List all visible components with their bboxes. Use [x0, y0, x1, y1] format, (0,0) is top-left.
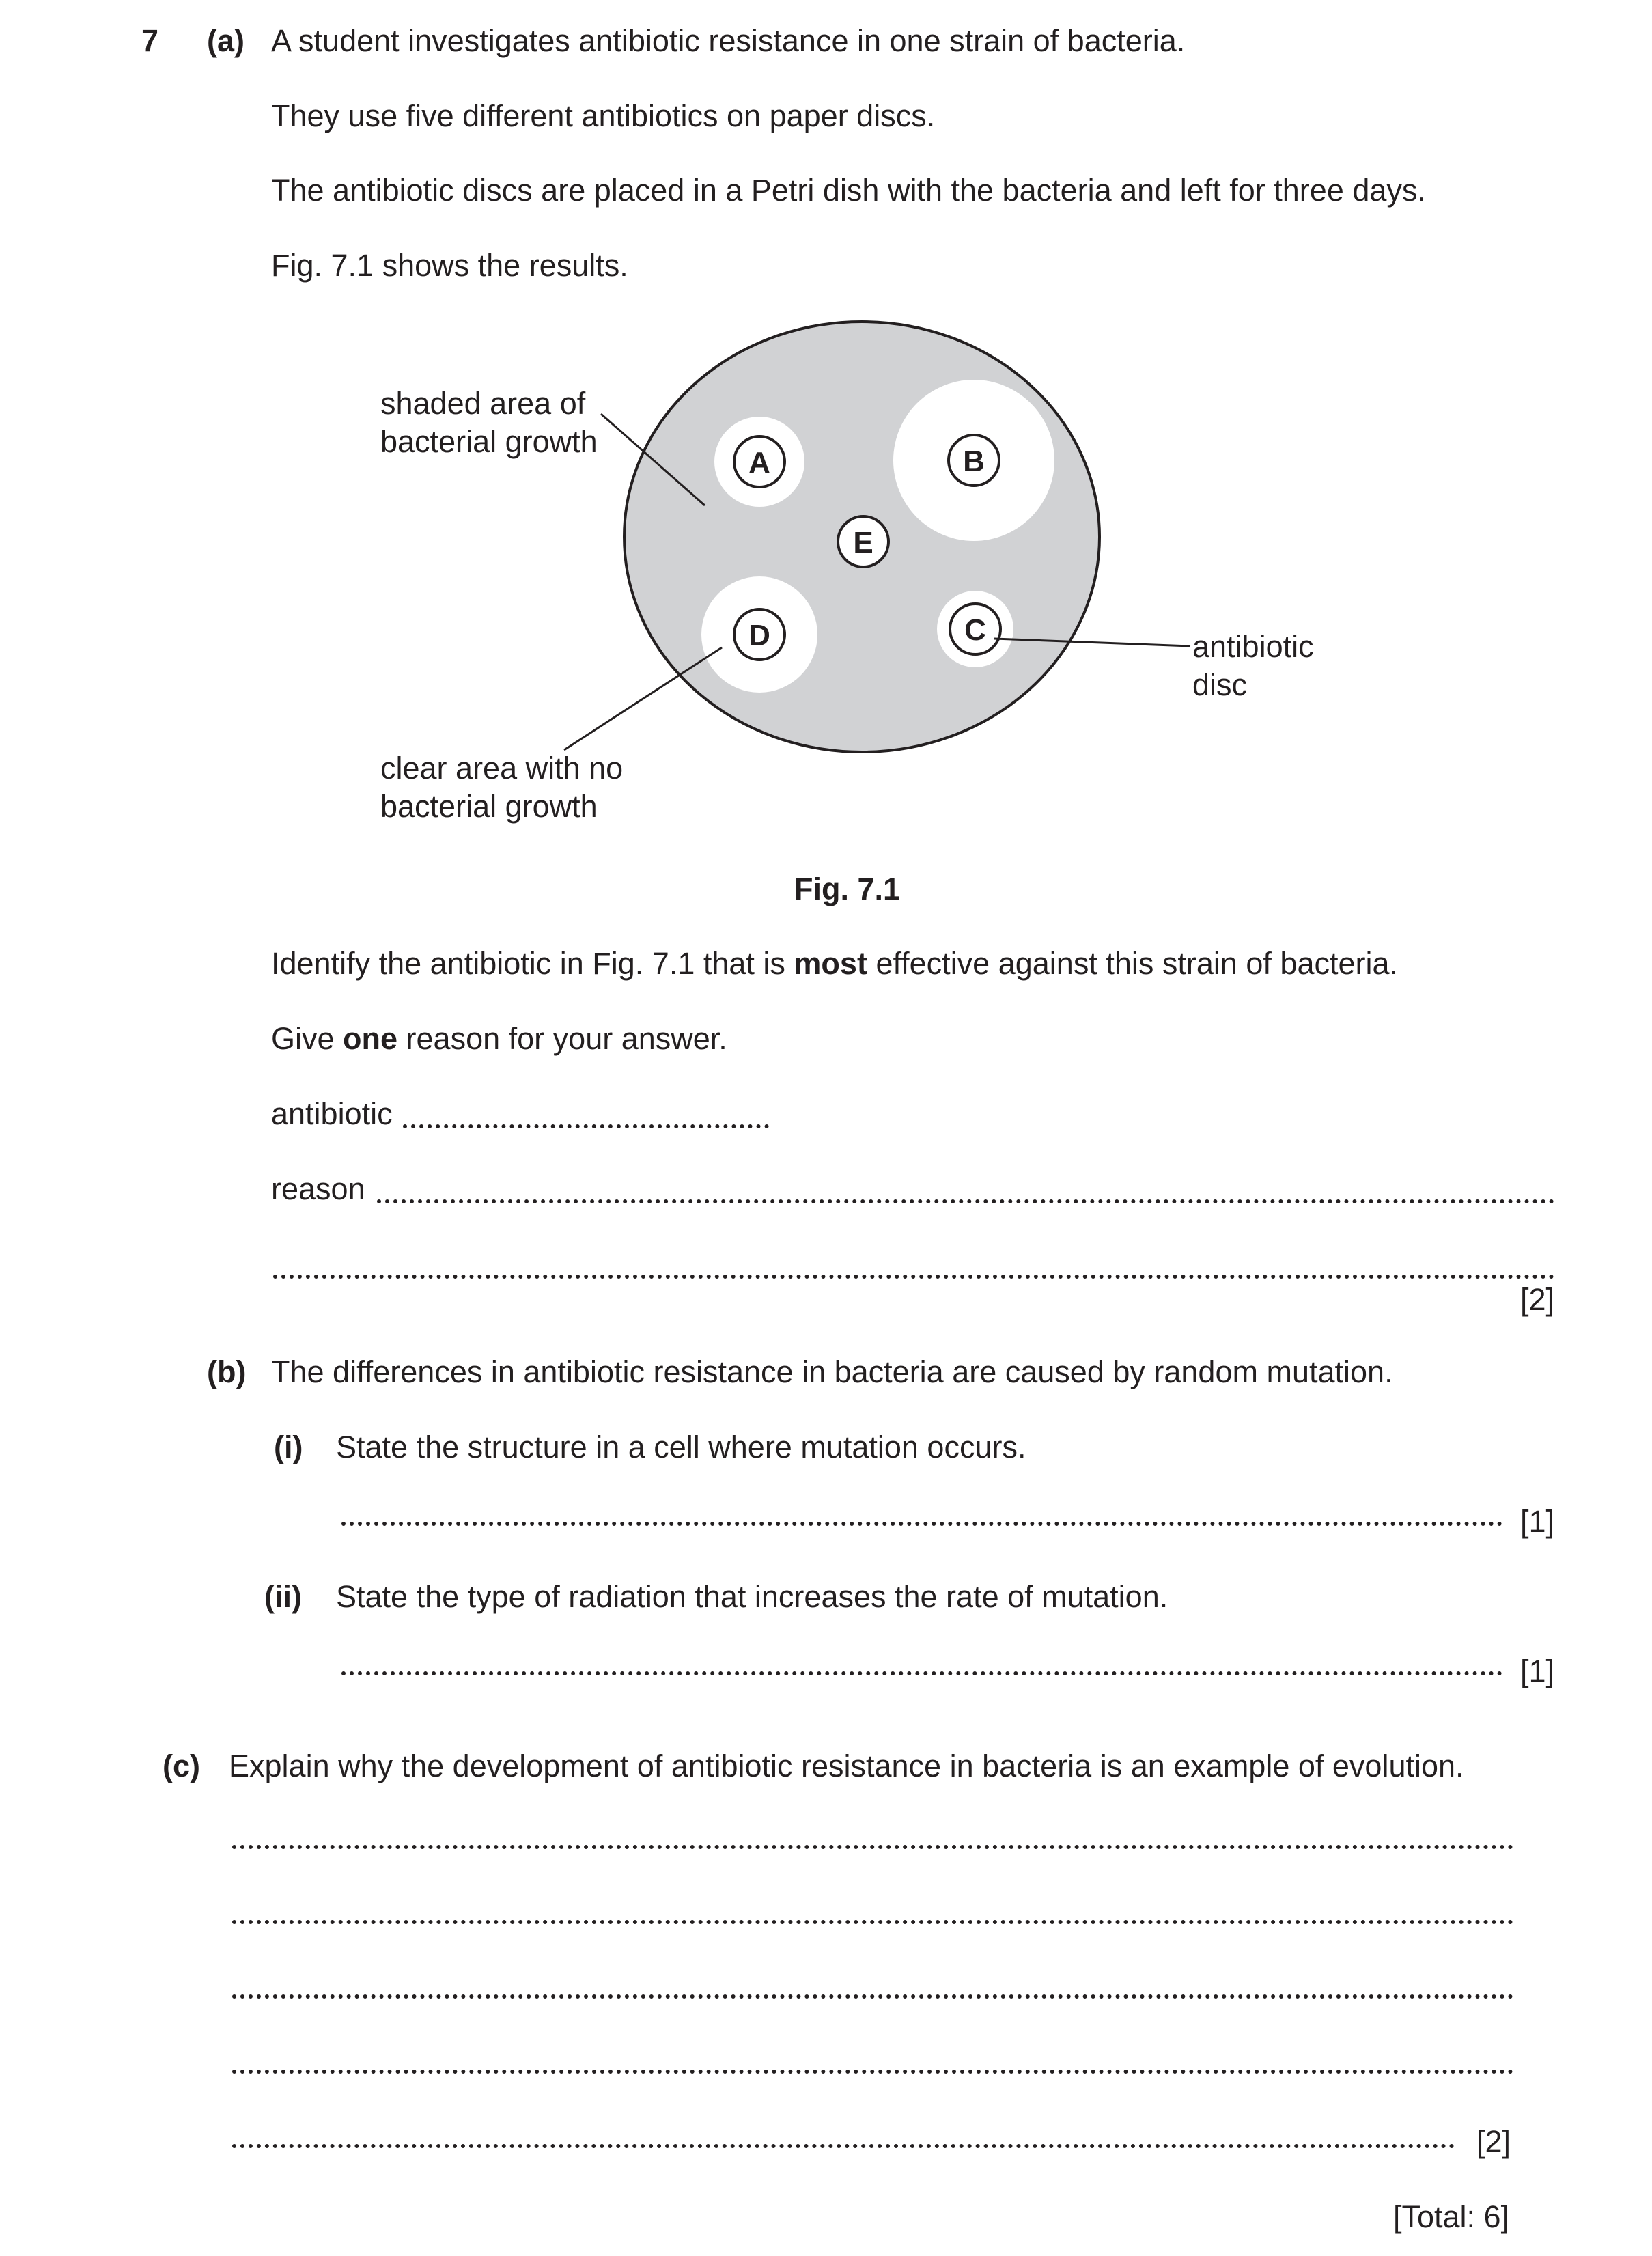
total-marks: [Total: 6]: [1393, 2199, 1510, 2234]
reason-label: reason: [271, 1171, 365, 1206]
part-b-ii-answer-line[interactable]: [341, 1667, 1502, 1675]
part-c-text: Explain why the development of antibiotic resistance in bacteria is an example of evolution.: [229, 1749, 1464, 1783]
part-a-line-1: A student investigates antibiotic resistance in one strain of bacteria.: [271, 23, 1186, 58]
label-disc-line-1: antibiotic: [1192, 629, 1314, 664]
part-b-i-answer-line[interactable]: [341, 1518, 1502, 1526]
part-b-i-marks: [1]: [1520, 1504, 1555, 1539]
identify-prompt: Identify the antibiotic in Fig. 7.1 that is most effective against this strain of bacteria.: [271, 946, 1399, 981]
disc-e-label: E: [853, 526, 873, 559]
label-disc-line-2: disc: [1192, 667, 1248, 702]
label-shaded-line-1: shaded area of: [380, 386, 586, 421]
figure-7-1: [0, 0, 1652, 854]
part-b-text: The differences in antibiotic resistance in bacteria are caused by random mutation.: [271, 1354, 1393, 1389]
part-a-line-3: The antibiotic discs are placed in a Petri dish with the bacteria and left for three days.: [271, 173, 1426, 208]
disc-d-label: D: [748, 619, 770, 652]
disc-b-label: B: [963, 445, 985, 478]
part-a-marks: [2]: [1520, 1282, 1555, 1317]
antibiotic-answer-line[interactable]: [403, 1120, 769, 1128]
part-c-answer-line-3[interactable]: [232, 1990, 1513, 1999]
disc-c-label: C: [964, 613, 986, 647]
label-shaded-line-2: bacterial growth: [380, 424, 598, 459]
question-number: 7: [141, 23, 159, 58]
part-c-answer-line-1[interactable]: [232, 1841, 1513, 1849]
disc-c: [950, 604, 1000, 654]
give-prompt: Give one reason for your answer.: [271, 1021, 727, 1056]
disc-b: [949, 435, 999, 486]
part-b-i-text: State the structure in a cell where mutation occurs.: [336, 1430, 1026, 1464]
disc-a-label: A: [748, 446, 770, 479]
figure-caption: Fig. 7.1: [794, 872, 901, 906]
antibiotic-label: antibiotic: [271, 1096, 393, 1131]
part-c-answer-line-2[interactable]: [232, 1916, 1513, 1924]
part-a-label: (a): [207, 23, 244, 58]
leader-clear: [564, 647, 722, 750]
label-clear-line-2: bacterial growth: [380, 789, 598, 824]
part-c-label: (c): [163, 1749, 200, 1783]
disc-d: [734, 609, 785, 660]
reason-answer-line-1[interactable]: [377, 1195, 1554, 1203]
part-c-marks: [2]: [1476, 2124, 1511, 2159]
part-b-label: (b): [207, 1354, 247, 1389]
part-a-line-2: They use five different antibiotics on paper discs.: [271, 98, 936, 133]
part-c-answer-line-4[interactable]: [232, 2065, 1513, 2074]
disc-a: [734, 436, 785, 487]
part-b-ii-label: (ii): [264, 1579, 302, 1614]
part-b-i-label: (i): [274, 1430, 303, 1464]
disc-e: [838, 516, 888, 567]
part-b-ii-text: State the type of radiation that increases the rate of mutation.: [336, 1579, 1168, 1614]
reason-answer-line-2[interactable]: [273, 1270, 1554, 1279]
part-a-line-4: Fig. 7.1 shows the results.: [271, 248, 628, 283]
part-b-ii-marks: [1]: [1520, 1654, 1555, 1688]
part-c-answer-line-5[interactable]: [232, 2140, 1455, 2148]
label-clear-line-1: clear area with no: [380, 751, 624, 785]
